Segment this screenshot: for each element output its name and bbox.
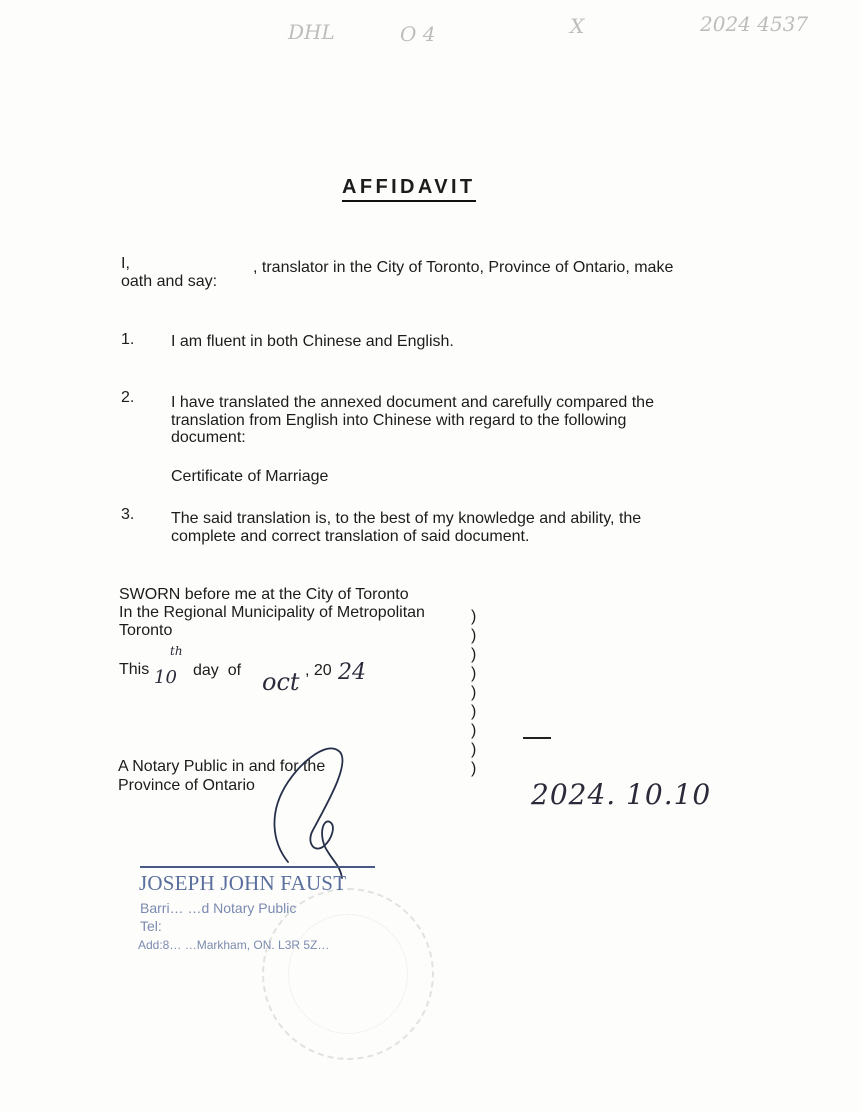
document-title: AFFIDAVIT <box>342 176 476 202</box>
handwritten-date: 2024. 10.10 <box>531 778 712 811</box>
item-number: 3. <box>121 506 135 523</box>
day-of-label: day of <box>193 662 242 679</box>
item-number: 1. <box>121 331 135 348</box>
handwritten-month: oct <box>262 668 300 696</box>
item-text: translation from English into Chinese with regard to the following <box>171 412 627 429</box>
intro-line2: oath and say: <box>121 273 218 290</box>
stamp-name: JOSEPH JOHN FAUST <box>139 871 347 895</box>
sworn-line: Toronto <box>119 622 173 639</box>
top-note: X <box>570 14 585 38</box>
item-text: I am fluent in both Chinese and English. <box>171 333 454 350</box>
year-prefix: , 20 <box>305 662 332 679</box>
stamp-address: Add:8… …Markham, ON. L3R 5Z… <box>138 938 330 952</box>
top-note: DHL <box>288 20 335 44</box>
bracket-column: ) ) ) ) ) ) ) ) ) <box>471 608 477 777</box>
stamp-tel: Tel: <box>140 918 162 934</box>
this-label: This <box>119 661 150 678</box>
item-number: 2. <box>121 389 135 406</box>
intro-suffix: , translator in the City of Toronto, Province of Ontario, make <box>253 259 674 276</box>
intro-prefix: I, <box>121 255 130 272</box>
sworn-line: SWORN before me at the City of Toronto <box>119 586 409 603</box>
item-text: document: <box>171 429 246 446</box>
handwritten-day-suffix: th <box>170 644 183 658</box>
item-text: complete and correct translation of said document. <box>171 528 530 545</box>
top-note: O 4 <box>400 22 436 46</box>
item-text: The said translation is, to the best of my knowledge and ability, the <box>171 510 642 527</box>
stamp-title: Barri… …d Notary Public <box>140 900 297 916</box>
notary-line: A Notary Public in and for the <box>118 758 326 775</box>
top-note: 2024 4537 <box>700 12 809 36</box>
stamp-rule <box>140 866 375 868</box>
document-name: Certificate of Marriage <box>171 468 329 485</box>
handwritten-year: 24 <box>338 660 366 685</box>
notary-seal-inner-ring <box>288 914 408 1034</box>
item-text: I have translated the annexed document and carefully compared the <box>171 394 654 411</box>
signature-blank-line <box>523 737 551 739</box>
sworn-line: In the Regional Municipality of Metropolitan <box>119 604 425 621</box>
handwritten-day: 10 <box>154 667 177 688</box>
notary-signature <box>258 742 358 882</box>
notary-line: Province of Ontario <box>118 777 255 794</box>
